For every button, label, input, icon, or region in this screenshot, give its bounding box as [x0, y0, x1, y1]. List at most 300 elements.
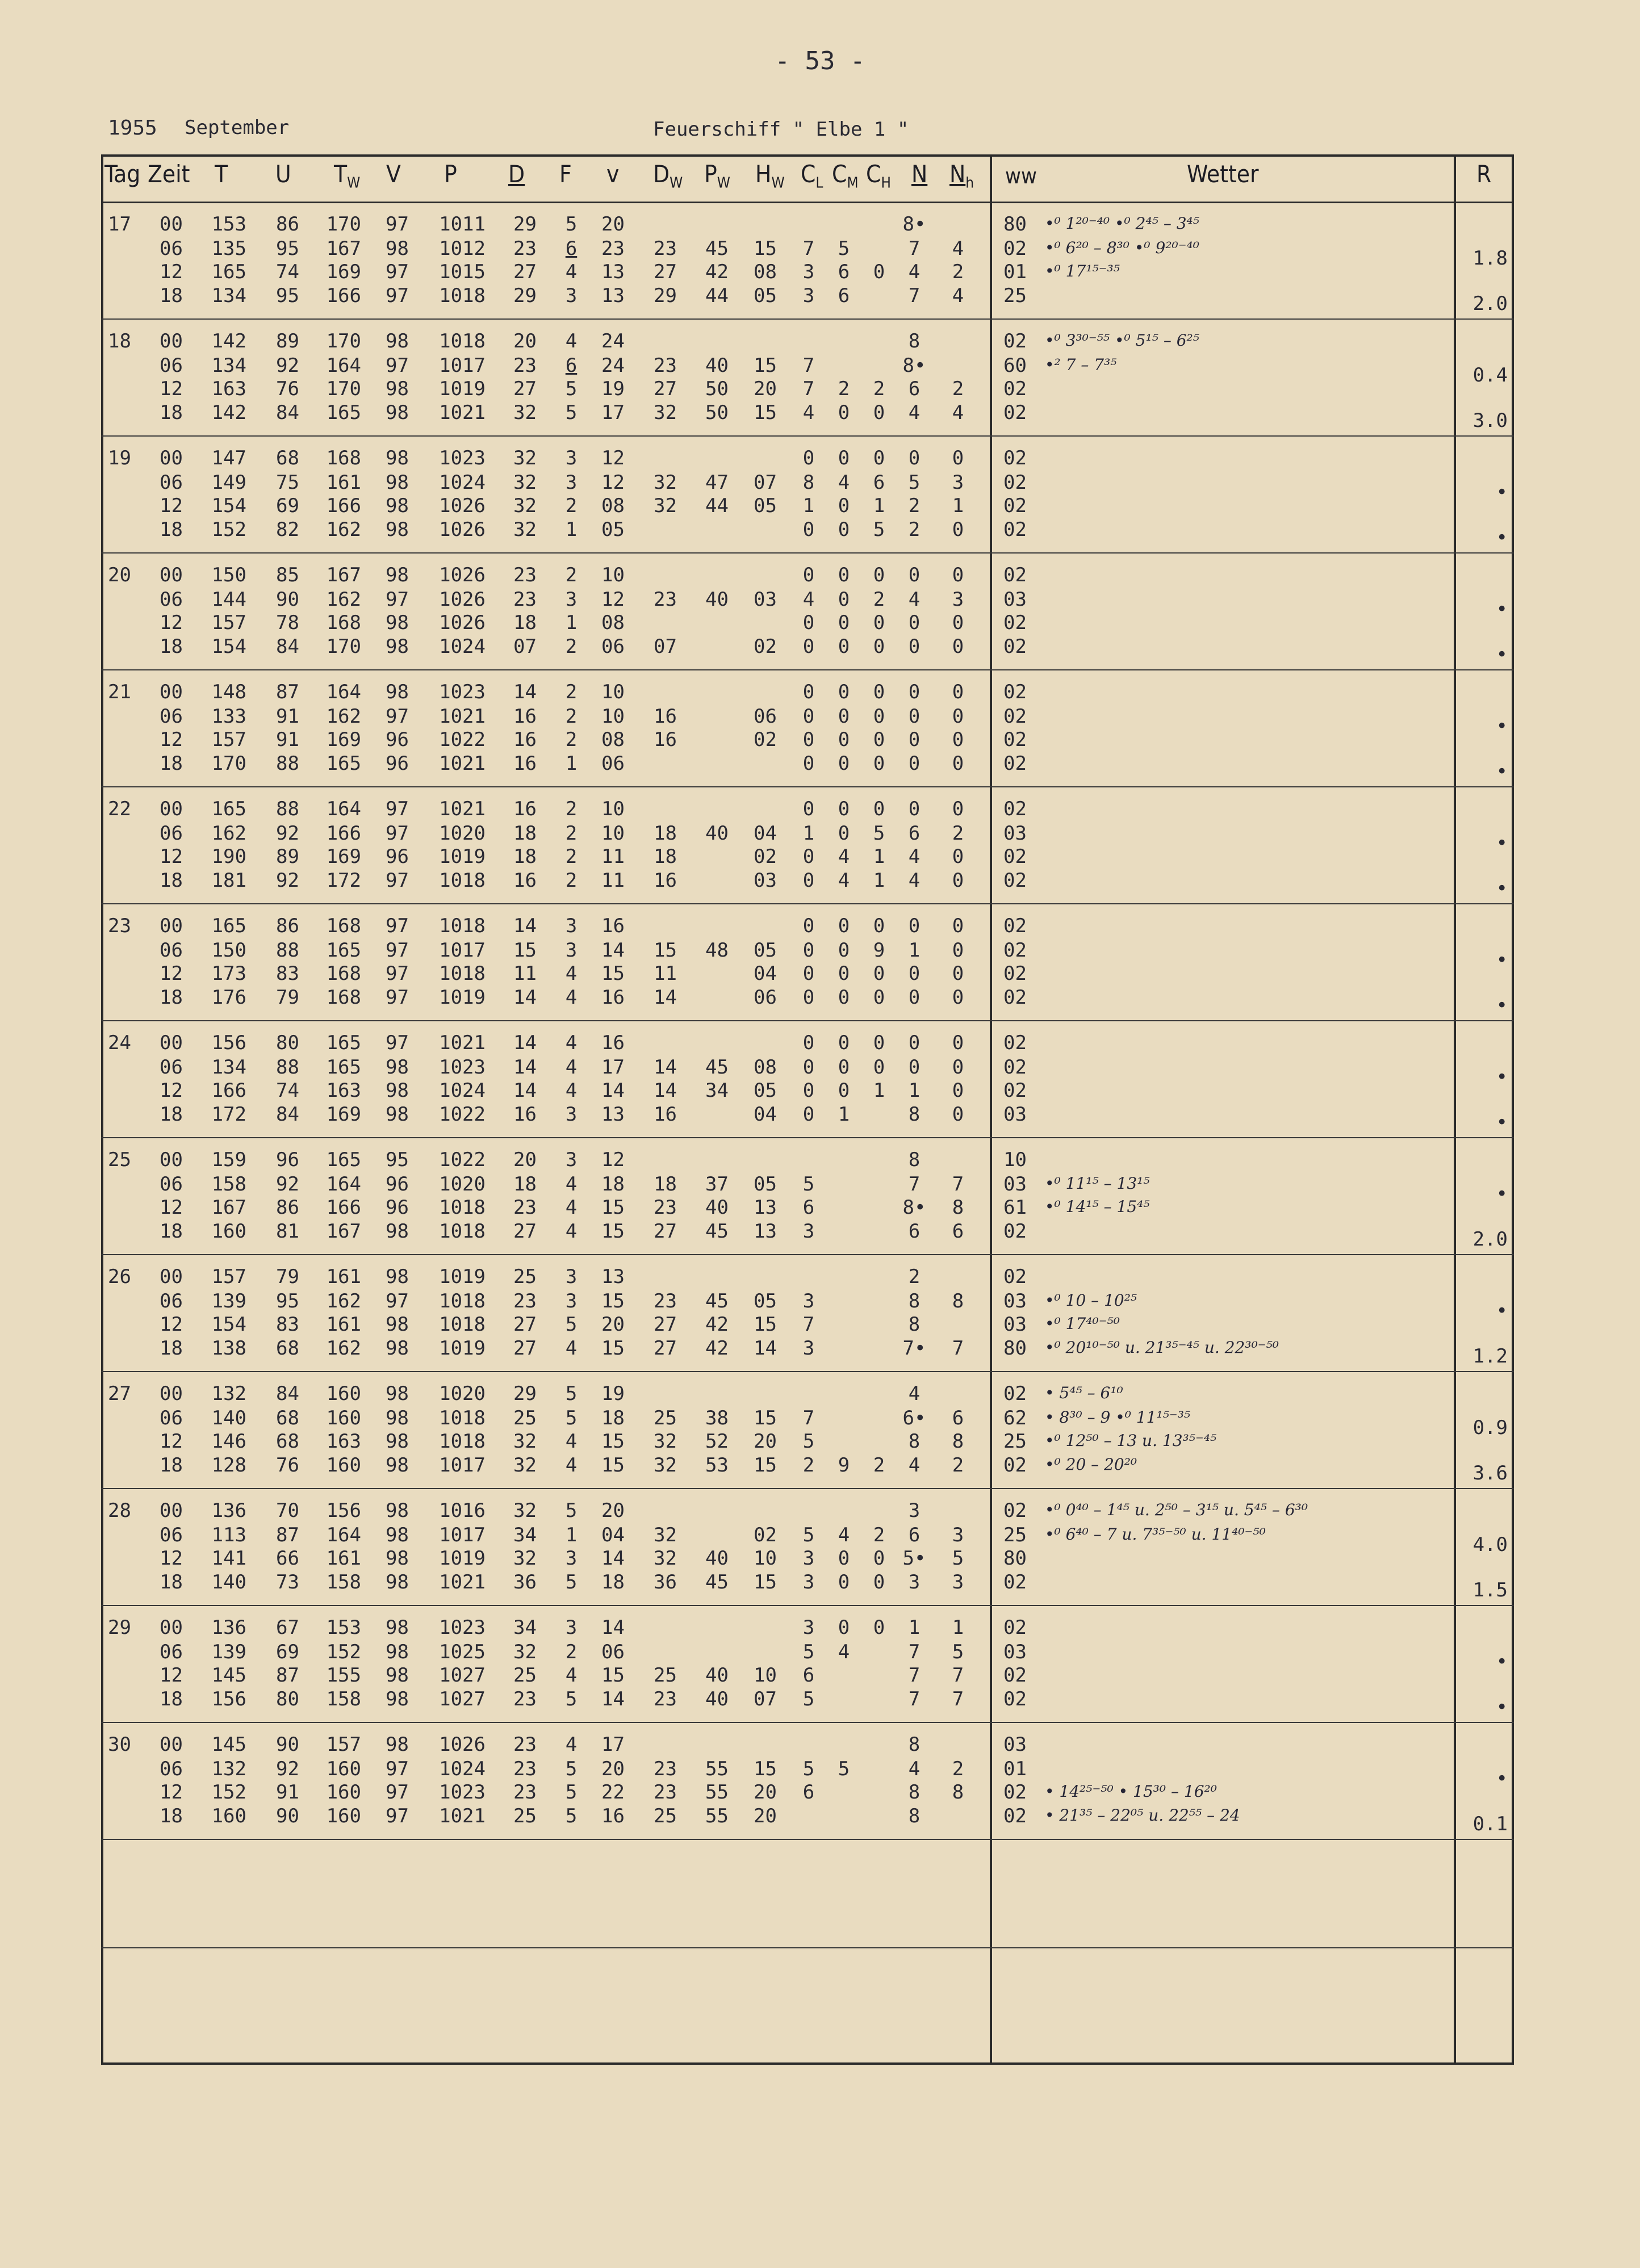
- cell-hw: 07: [754, 471, 777, 494]
- cell-u: 89: [276, 845, 299, 868]
- cell-p: 1018: [439, 1196, 486, 1219]
- cell-cl: 3: [802, 1220, 815, 1243]
- cell-u: 83: [276, 1313, 299, 1336]
- r-value: 2.0: [1472, 292, 1508, 315]
- col-dw-sub: W: [670, 174, 683, 192]
- cell-n: 8•: [902, 354, 926, 377]
- cell-n: 6: [908, 378, 921, 400]
- cell-zeit: 00: [160, 915, 183, 937]
- cell-f: 4: [565, 1337, 578, 1360]
- cell-u: 90: [276, 588, 299, 611]
- cell-n: 7: [908, 1688, 921, 1711]
- cell-t: 139: [211, 1290, 246, 1313]
- wetter-note: •⁰ 14¹⁵ – 15⁴⁵: [1045, 1197, 1150, 1216]
- cell-u: 69: [276, 1641, 299, 1663]
- cell-v: 98: [386, 518, 409, 541]
- cell-ww: 02: [1003, 378, 1027, 400]
- cell-u: 91: [276, 705, 299, 728]
- cell-cm: 0: [838, 611, 850, 634]
- cell-cm: 1: [838, 1103, 850, 1126]
- cell-v: 98: [386, 1499, 409, 1522]
- r-value: 1.2: [1472, 1345, 1508, 1368]
- cell-tw: 161: [326, 1265, 361, 1288]
- cell-v: 98: [386, 1220, 409, 1243]
- r-value: •: [1496, 877, 1508, 900]
- cell-ch: 0: [873, 1547, 885, 1570]
- cell-p: 1026: [439, 588, 486, 611]
- cell-t: 157: [211, 611, 246, 634]
- cell-zeit: 12: [160, 1430, 183, 1453]
- cell-t: 148: [211, 681, 246, 703]
- wetter-note: • 8³⁰ – 9 •⁰ 11¹⁵⁻³⁵: [1045, 1408, 1191, 1427]
- r-value: •: [1496, 1650, 1508, 1673]
- cell-v: 98: [386, 1056, 409, 1079]
- cell-tw: 169: [326, 1103, 361, 1126]
- cell-zeit: 00: [160, 681, 183, 703]
- cell-cm: 0: [838, 1032, 850, 1054]
- cell-p: 1022: [439, 1103, 486, 1126]
- cell-p: 1024: [439, 471, 486, 494]
- cell-hw: 20: [754, 1430, 777, 1453]
- cell-cl: 0: [802, 752, 815, 775]
- cell-ww: 02: [1003, 1688, 1027, 1711]
- cell-cm: 0: [838, 494, 850, 517]
- cell-n: 0: [908, 962, 921, 985]
- cell-dw: 23: [654, 237, 677, 260]
- wetter-note: •⁰ 10 – 10²⁵: [1045, 1291, 1137, 1310]
- cell-tw: 156: [326, 1499, 361, 1522]
- cell-v2: 15: [601, 1196, 625, 1219]
- cell-ww: 01: [1003, 261, 1027, 283]
- cell-u: 81: [276, 1220, 299, 1243]
- col-n: N: [911, 160, 928, 188]
- cell-t: 163: [211, 378, 246, 400]
- cell-p: 1019: [439, 845, 486, 868]
- cell-p: 1019: [439, 1547, 486, 1570]
- cell-pw: 40: [705, 822, 729, 845]
- cell-v2: 15: [601, 1220, 625, 1243]
- cell-v2: 12: [601, 588, 625, 611]
- col-cm-sub: M: [847, 174, 859, 192]
- cell-f: 1: [565, 611, 578, 634]
- cell-ww: 01: [1003, 1758, 1027, 1780]
- cell-zeit: 18: [160, 1220, 183, 1243]
- cell-f: 4: [565, 1056, 578, 1079]
- cell-ch: 0: [873, 635, 885, 658]
- cell-nh: 7: [952, 1173, 964, 1196]
- col-hw-sub: W: [771, 174, 785, 192]
- cell-ww: 02: [1003, 611, 1027, 634]
- cell-v: 97: [386, 1290, 409, 1313]
- cell-ww: 02: [1003, 1265, 1027, 1288]
- cell-n: 0: [908, 705, 921, 728]
- cell-hw: 02: [754, 728, 777, 751]
- cell-n: 4: [908, 261, 921, 283]
- cell-ww: 61: [1003, 1196, 1027, 1219]
- cell-u: 67: [276, 1616, 299, 1639]
- cell-n: 0: [908, 752, 921, 775]
- cell-cl: 0: [802, 728, 815, 751]
- cell-cl: 6: [802, 1664, 815, 1687]
- cell-u: 68: [276, 1337, 299, 1360]
- cell-cl: 7: [802, 237, 815, 260]
- cell-t: 150: [211, 564, 246, 586]
- cell-u: 78: [276, 611, 299, 634]
- cell-cm: 5: [838, 1758, 850, 1780]
- cell-zeit: 18: [160, 1454, 183, 1477]
- col-tw: [334, 160, 360, 191]
- cell-ww: 02: [1003, 1079, 1027, 1102]
- wetter-note: •⁰ 1²⁰⁻⁴⁰ •⁰ 2⁴⁵ – 3⁴⁵: [1045, 214, 1200, 233]
- cell-f: 3: [565, 471, 578, 494]
- day-label: 19: [108, 447, 131, 469]
- cell-d: 25: [513, 1407, 537, 1429]
- cell-zeit: 06: [160, 1290, 183, 1313]
- day-label: 30: [108, 1733, 131, 1756]
- cell-zeit: 06: [160, 237, 183, 260]
- cell-d: 20: [513, 1148, 537, 1171]
- cell-v: 98: [386, 378, 409, 400]
- cell-cl: 0: [802, 518, 815, 541]
- cell-v: 98: [386, 1547, 409, 1570]
- cell-ww: 02: [1003, 471, 1027, 494]
- cell-f: 5: [565, 1781, 578, 1804]
- cell-t: 170: [211, 752, 246, 775]
- cell-f: 2: [565, 845, 578, 868]
- cell-t: 158: [211, 1173, 246, 1196]
- cell-n: 8: [908, 1103, 921, 1126]
- cell-cl: 0: [802, 447, 815, 469]
- cell-dw: 23: [654, 588, 677, 611]
- cell-zeit: 00: [160, 213, 183, 236]
- r-value: 1.8: [1472, 247, 1508, 270]
- cell-pw: 40: [705, 588, 729, 611]
- cell-ww: 02: [1003, 798, 1027, 820]
- cell-hw: 13: [754, 1220, 777, 1243]
- cell-tw: 170: [326, 378, 361, 400]
- cell-tw: 153: [326, 1616, 361, 1639]
- cell-nh: 0: [952, 845, 964, 868]
- cell-ww: 03: [1003, 1290, 1027, 1313]
- cell-d: 07: [513, 635, 537, 658]
- cell-tw: 158: [326, 1688, 361, 1711]
- cell-f: 4: [565, 1173, 578, 1196]
- cell-u: 95: [276, 237, 299, 260]
- day-divider: [101, 1488, 1514, 1489]
- cell-zeit: 06: [160, 354, 183, 377]
- cell-zeit: 18: [160, 1571, 183, 1594]
- cell-cl: 0: [802, 1032, 815, 1054]
- cell-v: 98: [386, 1664, 409, 1687]
- cell-nh: 5: [952, 1641, 964, 1663]
- cell-v2: 13: [601, 261, 625, 283]
- cell-p: 1023: [439, 681, 486, 703]
- cell-d: 23: [513, 354, 537, 377]
- cell-zeit: 12: [160, 728, 183, 751]
- cell-dw: 32: [654, 1547, 677, 1570]
- cell-v: 97: [386, 1781, 409, 1804]
- cell-pw: 44: [705, 494, 729, 517]
- column-divider: [990, 154, 992, 2065]
- cell-ww: 02: [1003, 1382, 1027, 1405]
- cell-hw: 07: [754, 1688, 777, 1711]
- cell-t: 136: [211, 1499, 246, 1522]
- cell-n: 8: [908, 1733, 921, 1756]
- cell-cl: 0: [802, 962, 815, 985]
- cell-d: 25: [513, 1664, 537, 1687]
- cell-u: 68: [276, 1407, 299, 1429]
- cell-ww: 02: [1003, 518, 1027, 541]
- day-divider: [101, 1137, 1514, 1138]
- cell-u: 88: [276, 1056, 299, 1079]
- cell-n: 6: [908, 822, 921, 845]
- cell-n: 4: [908, 869, 921, 892]
- wetter-note: •⁰ 6⁴⁰ – 7 u. 7³⁵⁻⁵⁰ u. 11⁴⁰⁻⁵⁰: [1045, 1525, 1266, 1544]
- cell-v2: 20: [601, 213, 625, 236]
- cell-tw: 164: [326, 1173, 361, 1196]
- cell-cm: 0: [838, 822, 850, 845]
- cell-pw: 55: [705, 1758, 729, 1780]
- col-t: T: [215, 160, 228, 188]
- cell-tw: 152: [326, 1641, 361, 1663]
- cell-n: 0: [908, 986, 921, 1009]
- r-value: •: [1496, 1183, 1508, 1205]
- cell-n: 4: [908, 1758, 921, 1780]
- cell-cl: 6: [802, 1196, 815, 1219]
- cell-f: 3: [565, 1148, 578, 1171]
- r-value: 0.4: [1472, 364, 1508, 387]
- day-label: 24: [108, 1032, 131, 1054]
- cell-ch: 0: [873, 1616, 885, 1639]
- cell-dw: 16: [654, 728, 677, 751]
- cell-n: 0: [908, 635, 921, 658]
- cell-v2: 12: [601, 447, 625, 469]
- cell-d: 20: [513, 330, 537, 353]
- cell-pw: 47: [705, 471, 729, 494]
- cell-ch: 0: [873, 986, 885, 1009]
- cell-f: 2: [565, 1641, 578, 1663]
- cell-ww: 02: [1003, 705, 1027, 728]
- cell-p: 1017: [439, 1524, 486, 1546]
- cell-v: 98: [386, 1313, 409, 1336]
- cell-tw: 164: [326, 681, 361, 703]
- cell-zeit: 12: [160, 1547, 183, 1570]
- cell-p: 1024: [439, 1079, 486, 1102]
- cell-v: 97: [386, 213, 409, 236]
- cell-ww: 02: [1003, 1805, 1027, 1827]
- cell-v2: 20: [601, 1499, 625, 1522]
- day-label: 21: [108, 681, 131, 703]
- cell-d: 32: [513, 471, 537, 494]
- col-ch-sub: H: [881, 174, 892, 192]
- cell-ww: 02: [1003, 401, 1027, 424]
- cell-t: 176: [211, 986, 246, 1009]
- r-value: •: [1496, 526, 1508, 549]
- cell-pw: 42: [705, 261, 729, 283]
- cell-u: 70: [276, 1499, 299, 1522]
- cell-f: 4: [565, 1032, 578, 1054]
- col-hw: [755, 160, 785, 191]
- cell-t: 134: [211, 1056, 246, 1079]
- cell-n: 6: [908, 1220, 921, 1243]
- cell-dw: 29: [654, 284, 677, 307]
- cell-cl: 0: [802, 564, 815, 586]
- cell-ch: 0: [873, 611, 885, 634]
- cell-f: 4: [565, 261, 578, 283]
- cell-nh: 3: [952, 471, 964, 494]
- cell-dw: 25: [654, 1805, 677, 1827]
- col-p: P: [444, 160, 457, 188]
- cell-n: 7: [908, 237, 921, 260]
- cell-pw: 50: [705, 401, 729, 424]
- cell-nh: 0: [952, 986, 964, 1009]
- cell-cm: 0: [838, 962, 850, 985]
- cell-p: 1018: [439, 915, 486, 937]
- cell-u: 96: [276, 1148, 299, 1171]
- day-label: 22: [108, 798, 131, 820]
- cell-p: 1023: [439, 1781, 486, 1804]
- cell-d: 23: [513, 237, 537, 260]
- cell-zeit: 12: [160, 1313, 183, 1336]
- cell-hw: 15: [754, 1758, 777, 1780]
- cell-u: 89: [276, 330, 299, 353]
- cell-dw: 14: [654, 986, 677, 1009]
- cell-dw: 23: [654, 1196, 677, 1219]
- cell-f: 6: [565, 354, 578, 377]
- cell-ww: 02: [1003, 330, 1027, 353]
- cell-d: 18: [513, 845, 537, 868]
- cell-t: 140: [211, 1571, 246, 1594]
- cell-p: 1021: [439, 1032, 486, 1054]
- wetter-note: •⁰ 12⁵⁰ – 13 u. 13³⁵⁻⁴⁵: [1045, 1431, 1217, 1450]
- wetter-note: •⁰ 3³⁰⁻⁵⁵ •⁰ 5¹⁵ – 6²⁵: [1045, 331, 1200, 350]
- cell-v: 97: [386, 915, 409, 937]
- cell-ww: 02: [1003, 447, 1027, 469]
- cell-n: 5: [908, 471, 921, 494]
- cell-v2: 15: [601, 1430, 625, 1453]
- cell-cl: 3: [802, 1290, 815, 1313]
- col-tw-main: T: [334, 160, 348, 188]
- cell-v2: 18: [601, 1173, 625, 1196]
- cell-tw: 168: [326, 915, 361, 937]
- cell-d: 23: [513, 1196, 537, 1219]
- cell-u: 87: [276, 681, 299, 703]
- cell-f: 3: [565, 939, 578, 962]
- cell-cm: 0: [838, 939, 850, 962]
- r-value: 3.6: [1472, 1462, 1508, 1485]
- cell-cl: 0: [802, 681, 815, 703]
- cell-zeit: 00: [160, 564, 183, 586]
- cell-hw: 04: [754, 822, 777, 845]
- r-value: 3.0: [1472, 409, 1508, 432]
- cell-cl: 5: [802, 1758, 815, 1780]
- cell-n: 4: [908, 1382, 921, 1405]
- cell-u: 83: [276, 962, 299, 985]
- cell-dw: 32: [654, 1524, 677, 1546]
- cell-pw: 55: [705, 1805, 729, 1827]
- cell-cl: 4: [802, 401, 815, 424]
- day-divider: [101, 1371, 1514, 1372]
- cell-d: 14: [513, 681, 537, 703]
- cell-v2: 08: [601, 494, 625, 517]
- cell-nh: 4: [952, 237, 964, 260]
- wetter-note: •⁰ 0⁴⁰ – 1⁴⁵ u. 2⁵⁰ – 3¹⁵ u. 5⁴⁵ – 6³⁰: [1045, 1500, 1308, 1519]
- cell-hw: 05: [754, 1173, 777, 1196]
- cell-pw: 40: [705, 1664, 729, 1687]
- cell-ww: 03: [1003, 822, 1027, 845]
- cell-d: 23: [513, 588, 537, 611]
- cell-cm: 0: [838, 1547, 850, 1570]
- cell-f: 2: [565, 822, 578, 845]
- cell-ww: 02: [1003, 681, 1027, 703]
- cell-v: 97: [386, 1805, 409, 1827]
- cell-ww: 10: [1003, 1148, 1027, 1171]
- cell-f: 5: [565, 401, 578, 424]
- cell-f: 3: [565, 1103, 578, 1126]
- cell-v2: 20: [601, 1313, 625, 1336]
- cell-n: 0: [908, 1032, 921, 1054]
- cell-p: 1021: [439, 1805, 486, 1827]
- cell-ch: 0: [873, 962, 885, 985]
- cell-t: 172: [211, 1103, 246, 1126]
- cell-f: 5: [565, 213, 578, 236]
- cell-dw: 32: [654, 1454, 677, 1477]
- cell-v2: 11: [601, 869, 625, 892]
- cell-nh: 0: [952, 915, 964, 937]
- cell-v: 96: [386, 845, 409, 868]
- cell-v2: 12: [601, 1148, 625, 1171]
- cell-n: 7•: [902, 1337, 926, 1360]
- cell-hw: 13: [754, 1196, 777, 1219]
- cell-ch: 2: [873, 378, 885, 400]
- empty-row-divider: [101, 1947, 1514, 1948]
- cell-hw: 15: [754, 401, 777, 424]
- wetter-note: •² 7 – 7³⁵: [1045, 355, 1117, 374]
- cell-zeit: 12: [160, 494, 183, 517]
- cell-nh: 7: [952, 1664, 964, 1687]
- cell-nh: 8: [952, 1290, 964, 1313]
- wetter-note: •⁰ 11¹⁵ – 13¹⁵: [1045, 1174, 1150, 1193]
- cell-tw: 158: [326, 1571, 361, 1594]
- cell-cm: 0: [838, 401, 850, 424]
- cell-tw: 164: [326, 354, 361, 377]
- cell-pw: 44: [705, 284, 729, 307]
- col-r: R: [1476, 160, 1492, 188]
- cell-tw: 168: [326, 447, 361, 469]
- cell-p: 1017: [439, 939, 486, 962]
- cell-ww: 25: [1003, 284, 1027, 307]
- cell-v2: 10: [601, 822, 625, 845]
- cell-d: 14: [513, 1032, 537, 1054]
- cell-dw: 23: [654, 1758, 677, 1780]
- cell-tw: 155: [326, 1664, 361, 1687]
- cell-ch: 5: [873, 518, 885, 541]
- r-value: •: [1496, 832, 1508, 854]
- cell-d: 32: [513, 1454, 537, 1477]
- cell-d: 23: [513, 1733, 537, 1756]
- cell-hw: 03: [754, 588, 777, 611]
- cell-pw: 45: [705, 1220, 729, 1243]
- day-divider: [101, 1020, 1514, 1021]
- cell-pw: 45: [705, 1056, 729, 1079]
- cell-ch: 0: [873, 1056, 885, 1079]
- cell-tw: 165: [326, 1032, 361, 1054]
- r-value: 0.1: [1472, 1813, 1508, 1835]
- cell-t: 149: [211, 471, 246, 494]
- cell-v: 97: [386, 705, 409, 728]
- cell-cm: 0: [838, 564, 850, 586]
- cell-zeit: 12: [160, 1079, 183, 1102]
